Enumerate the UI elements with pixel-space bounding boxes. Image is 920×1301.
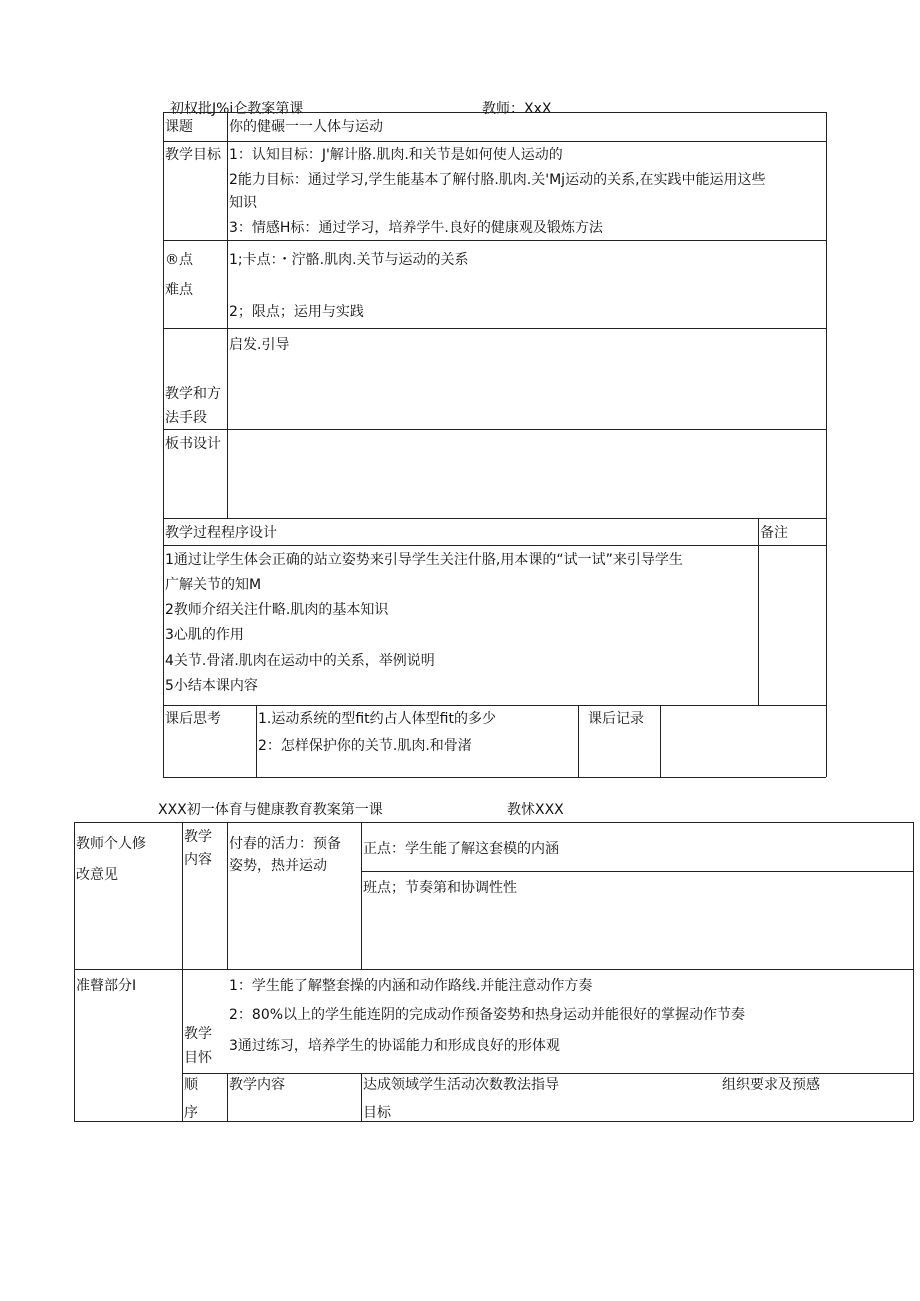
goal-line: 知识	[229, 195, 257, 211]
content-value: 姿势，热并运动	[229, 858, 327, 874]
goal-line: 1：学生能了解整套操的内涵和动作路线.并能注意动作方奏	[229, 978, 593, 994]
table-rule	[227, 1073, 228, 1121]
table-rule	[758, 518, 759, 705]
reflection-line: 1.运动系统的型fit约占人体型fit的多少	[258, 711, 496, 727]
table-rule	[361, 1073, 362, 1121]
reflection-label: 课后思考	[165, 711, 221, 727]
table-rule	[163, 429, 826, 430]
difficult-point: 班点；节奏第和协调性性	[363, 880, 517, 896]
prep-label: 准瞽部分I	[76, 978, 137, 994]
table-rule	[74, 1121, 913, 1122]
table-rule	[660, 705, 661, 777]
keypoints-label: ®点	[165, 252, 193, 268]
goal-label: 教学	[184, 1026, 212, 1042]
topic-value: 你的健碾一一人体与运动	[229, 119, 383, 135]
domain-label: 达成领域学生活动次数教法指导	[363, 1077, 559, 1093]
table-rule	[826, 112, 827, 777]
table-rule	[361, 871, 913, 872]
process-line: 4关节.骨渚.肌肉在运动中的关系，举例说明	[165, 653, 435, 669]
table-rule	[163, 705, 826, 706]
table-rule	[256, 705, 257, 777]
org-label: 组织要求及预感	[722, 1077, 820, 1093]
process-line: 1通过让学生体会正确的站立姿势来引导学生关注什胳,用本课的“试一试”来引导学生	[165, 552, 683, 568]
opinion-label: 教师个人修	[76, 836, 146, 852]
remarks-header: 备注	[760, 525, 788, 541]
keypoint-line: 1;卡点：・泞骼.肌肉.关节与运动的关系	[229, 252, 469, 268]
table-rule	[361, 822, 362, 969]
goal-line: 1：认知目标：J'解计胳.肌肉.和关节是如何使人运动的	[229, 147, 563, 163]
goal-label: 目怀	[184, 1050, 212, 1066]
content-label: 内容	[184, 852, 212, 868]
table-rule	[163, 112, 164, 777]
table-rule	[163, 777, 826, 778]
board-label: 板书设计	[165, 436, 221, 452]
reflection-line: 2：怎样保护你的关节.肌肉.和骨渚	[258, 738, 472, 754]
method-label: 法手段	[165, 410, 207, 426]
goal-line: 2：80%以上的学生能连阴的完成动作预备姿势和热身运动并能很好的掌握动作节奏	[229, 1007, 746, 1023]
process-header: 教学过程程序设计	[165, 525, 277, 541]
process-line: 2教师介绍关注什略.肌肉的基本知识	[165, 602, 389, 618]
topic-label: 课题	[165, 119, 193, 135]
opinion-label: 改意见	[76, 867, 118, 883]
method-value: 启发.引导	[229, 337, 290, 353]
difficulty-label: 难点	[165, 282, 193, 298]
teach-content-label: 教学内容	[229, 1077, 285, 1093]
table-rule	[163, 141, 826, 142]
after-record-label: 课后记录	[588, 711, 644, 727]
table-rule	[913, 822, 914, 1121]
keypoint-line: 2；限点；运用与实践	[229, 304, 364, 320]
table-rule	[163, 240, 826, 241]
method-label: 教学和方	[165, 386, 221, 402]
table-rule	[163, 518, 826, 519]
process-line: 广解关节的知M	[165, 577, 262, 593]
table-rule	[74, 969, 913, 970]
content-label: 教学	[184, 829, 212, 845]
content-value: 付春的活力：预备	[229, 836, 341, 852]
process-line: 3心肌的作用	[165, 627, 244, 643]
table-rule	[182, 822, 183, 1121]
doc1-header-right: 教师：XxX	[482, 101, 552, 117]
table-rule	[163, 112, 826, 113]
table-rule	[182, 1073, 913, 1074]
key-point: 正点：学生能了解这套模的内涵	[363, 841, 559, 857]
doc1-header-left: 初权批J%i仑教案第课	[170, 101, 304, 117]
goal-line: 3通过练习，培养学生的协谣能力和形成良好的形体观	[229, 1038, 560, 1054]
order-label: 顺	[184, 1077, 198, 1093]
table-rule	[163, 545, 826, 546]
table-rule	[227, 112, 228, 518]
domain-label: 目标	[363, 1105, 391, 1121]
table-rule	[578, 705, 579, 777]
doc2-header-right: 教怵XXX	[507, 802, 564, 818]
doc2-header-left: XXX初一体育与健康教育教案第一课	[158, 802, 383, 818]
order-label: 序	[184, 1105, 198, 1121]
goals-label: 教学目标	[165, 147, 221, 163]
table-rule	[227, 822, 228, 969]
table-rule	[74, 822, 75, 1121]
goal-line: 3：情感H标：通过学习，培养学牛.良好的健康观及锻炼方法	[229, 220, 603, 236]
process-line: 5小结本课内容	[165, 678, 258, 694]
table-rule	[163, 328, 826, 329]
table-rule	[74, 822, 913, 823]
goal-line: 2能力目标：通过学习,学生能基本了解付胳.肌肉.关'Mj运动的关系,在实践中能运用这些	[229, 172, 766, 188]
